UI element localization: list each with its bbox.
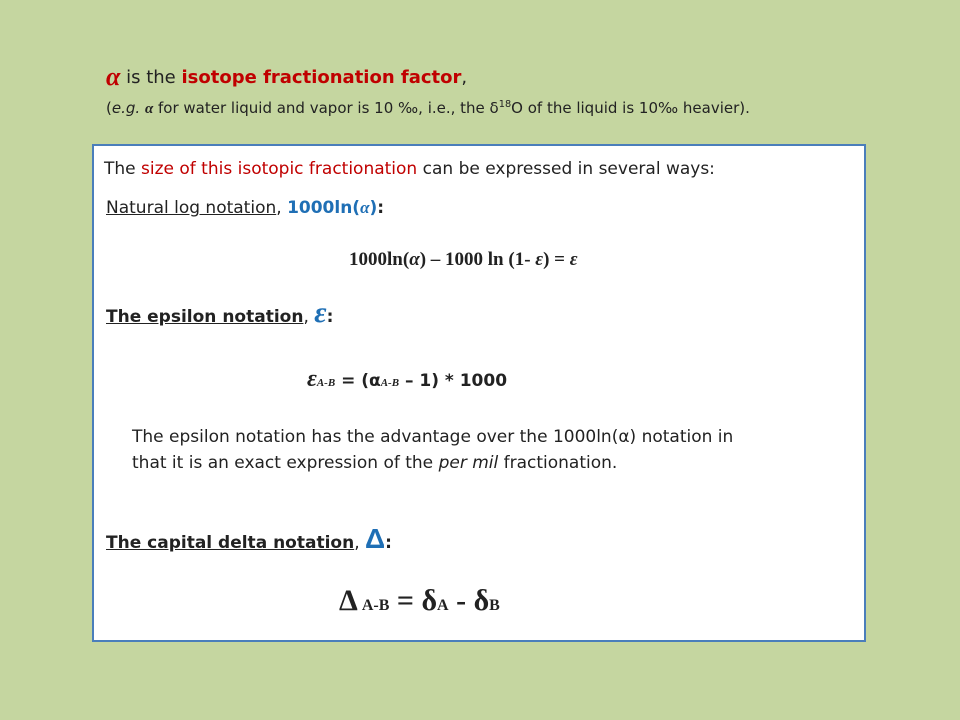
intro-comma: ,: [461, 67, 468, 88]
epsilon-equation: [307, 366, 507, 393]
per-mil-term: per mil: [438, 453, 499, 473]
size-text-start: The: [104, 159, 142, 179]
eps-eq-subscript: A-B: [316, 377, 336, 389]
example-text: for water liquid and vapor is 10 ‰, i.e., the δ: [153, 99, 499, 117]
ln-heading-sep: ,: [276, 198, 288, 218]
eps-heading-label: The epsilon notation: [106, 307, 304, 327]
ln-eq-part: 1000ln(: [349, 249, 410, 270]
advantage-paragraph: [132, 424, 852, 476]
example-text-end: O of the liquid is 10‰ heavier).: [511, 99, 750, 117]
ln-equation: [349, 249, 578, 271]
example-eg: e.g.: [111, 99, 141, 117]
cap-eq-subscript: A: [437, 597, 449, 614]
ln-eq-alpha: α: [409, 249, 420, 270]
size-text-end: can be expressed in several ways:: [417, 159, 715, 179]
advantage-line: The epsilon notation has the advantage over the 1000ln(α) notation in: [132, 427, 734, 447]
capital-delta-heading: [106, 523, 392, 554]
ln-term-close: ): [369, 198, 378, 218]
eps-eq-subscript: A-B: [380, 377, 400, 389]
cap-eq-part: - δ: [448, 584, 490, 617]
ln-eq-epsilon: ε: [569, 249, 578, 270]
ln-term-text: 1000ln(: [287, 198, 361, 218]
ln-eq-part: ) =: [543, 249, 570, 270]
ln-eq-part: ) – 1000 ln (1-: [419, 249, 536, 270]
size-statement: [104, 159, 715, 179]
cap-heading-sep: ,: [354, 533, 366, 553]
advantage-line: [132, 450, 852, 476]
notation-box: [92, 144, 866, 642]
alpha-symbol: α: [106, 62, 121, 91]
intro-definition: [106, 62, 467, 92]
eps-heading-colon: :: [326, 307, 334, 327]
delta-symbol: Δ: [365, 523, 386, 554]
ln-heading-term: [287, 198, 377, 218]
intro-text: is the: [120, 67, 182, 88]
cap-eq-subscript: B: [489, 597, 500, 614]
size-highlight: size of this isotopic fractionation: [141, 159, 418, 179]
eps-heading-sep: ,: [303, 307, 315, 327]
ln-notation-heading: [106, 198, 384, 218]
ln-eq-epsilon: ε: [535, 249, 544, 270]
eps-eq-part: – 1) * 1000: [399, 371, 508, 391]
capital-delta-equation: [339, 584, 500, 618]
ln-term-alpha: α: [360, 198, 370, 217]
eps-eq-part: = (α: [335, 371, 381, 391]
example-superscript: 18: [498, 99, 512, 110]
cap-eq-part: = δ: [389, 584, 438, 617]
eps-eq-epsilon: ε: [307, 366, 317, 392]
epsilon-notation-heading: [106, 296, 334, 329]
advantage-text: fractionation.: [498, 453, 618, 473]
cap-heading-label: The capital delta notation: [106, 533, 355, 553]
cap-eq-subscript: A-B: [357, 597, 390, 614]
cap-eq-delta: Δ: [339, 584, 358, 617]
cap-heading-colon: :: [385, 533, 392, 553]
ln-heading-colon: :: [377, 198, 385, 218]
ln-heading-label: Natural log notation: [106, 198, 277, 218]
advantage-text: that it is an exact expression of the: [132, 453, 439, 473]
intro-example: [106, 99, 750, 118]
example-alpha: α: [144, 101, 154, 117]
example-paren: (: [106, 99, 112, 117]
epsilon-symbol: ε: [314, 296, 327, 329]
fractionation-factor-term: isotope fractionation factor: [181, 67, 462, 88]
